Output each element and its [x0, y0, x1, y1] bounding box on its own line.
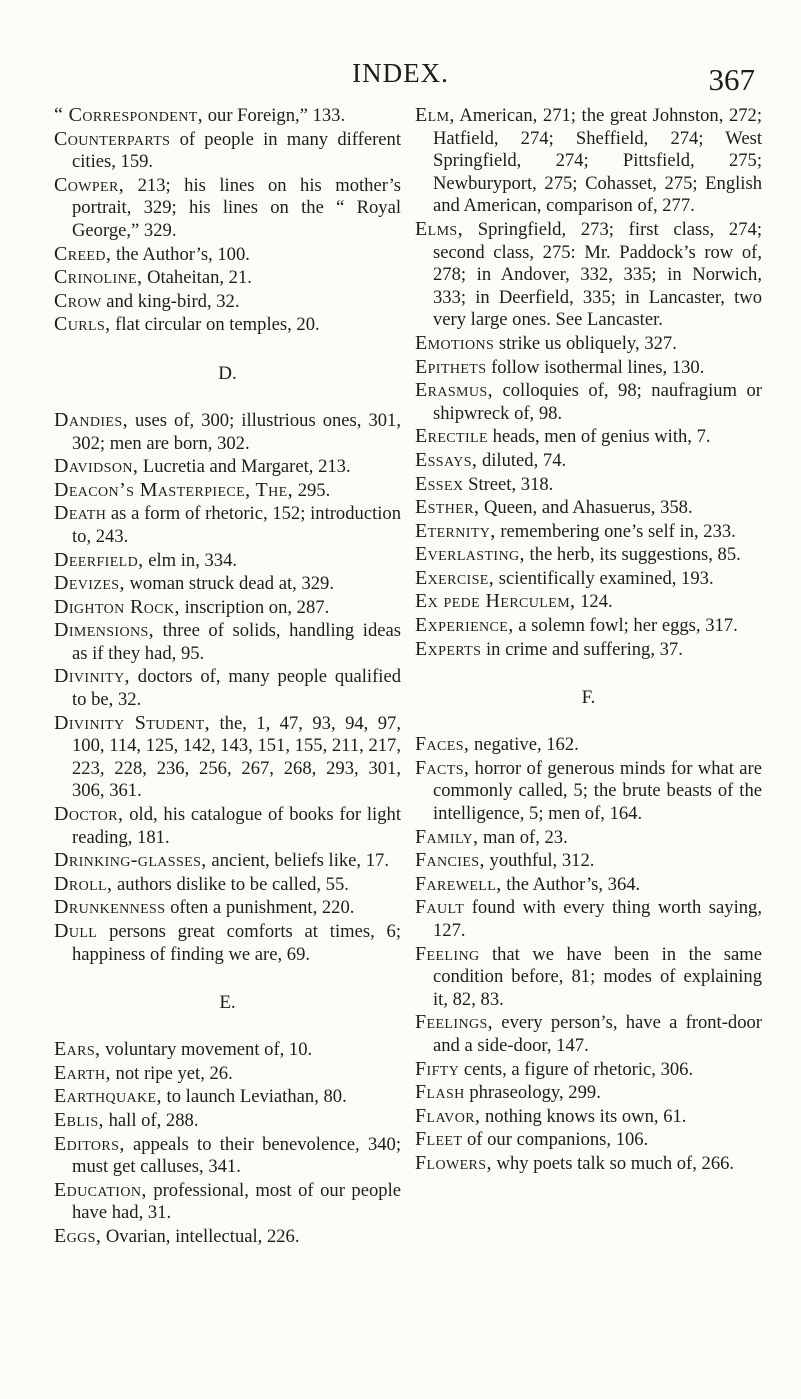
entry-text: found with every thing worth saying, 127. — [433, 897, 762, 941]
entry-text: colloquies of, 98; naufragium or shipwreck of, 98. — [433, 380, 762, 424]
entry-text: Queen, and Ahasuerus, 358. — [479, 497, 693, 519]
entry-text: inscription on, 287. — [179, 596, 330, 618]
entry-headword: Flowers, — [415, 1151, 492, 1174]
right-column — [415, 104, 762, 1176]
entry-text: as a form of rhetoric, 152; introduction to, 243. — [72, 503, 401, 547]
entry-headword: Eblis, — [54, 1108, 104, 1131]
entry-headword: Essays, — [415, 448, 478, 471]
entry-headword: Doctor, — [54, 803, 124, 826]
index-entry — [415, 473, 762, 497]
entry-headword: Dandies, — [54, 408, 128, 431]
index-entry — [415, 567, 762, 591]
entry-headword: Everlasting, — [415, 543, 525, 566]
entry-text: 295. — [293, 479, 331, 501]
index-entry — [415, 496, 762, 520]
index-entry — [415, 1058, 762, 1082]
entry-text: Ovarian, intellectual, 226. — [101, 1225, 300, 1247]
index-entry — [415, 638, 762, 662]
entry-headword: Davidson, — [54, 455, 139, 478]
entry-text: often a punishment, 220. — [165, 897, 355, 919]
entry-headword: Crinoline, — [54, 266, 143, 289]
entry-text: persons great comforts at times, 6; happiness of finding we are, 69. — [72, 921, 401, 965]
index-entry — [415, 757, 762, 826]
entry-headword: Editors, — [54, 1132, 125, 1155]
index-entry — [415, 379, 762, 425]
entry-headword: Death — [54, 502, 107, 525]
entry-text: appeals to their benevolence, 340; must get calluses, 341. — [72, 1133, 401, 1178]
entry-text: ancient, beliefs like, 17. — [206, 850, 389, 872]
entry-text: and king-bird, 32. — [101, 290, 240, 312]
entry-text: scientifically examined, 193. — [494, 567, 714, 589]
index-entry — [415, 826, 762, 850]
entry-headword: Droll, — [54, 872, 113, 895]
index-entry — [54, 920, 401, 966]
index-entry — [415, 1011, 762, 1057]
index-entry — [415, 873, 762, 897]
entry-text: the herb, its suggestions, 85. — [524, 544, 741, 566]
entry-text: our Foreign,” 133. — [203, 105, 346, 126]
running-head — [0, 58, 801, 98]
index-entry — [415, 733, 762, 757]
entry-text: to launch Leviathan, 80. — [161, 1086, 347, 1108]
index-entry — [54, 1109, 401, 1133]
entry-headword: Fifty — [415, 1057, 460, 1080]
entry-text: elm in, 334. — [143, 549, 238, 571]
index-entry — [415, 849, 762, 873]
index-entry — [415, 943, 762, 1012]
index-entry — [54, 1062, 401, 1086]
entry-headword: Ears, — [54, 1038, 101, 1061]
index-entry — [54, 1133, 401, 1179]
page-title: INDEX. — [352, 58, 449, 88]
entry-text: 213; his lines on his mother’s portrait, 329; his lines on the “ Royal George,” 329. — [72, 174, 401, 241]
entry-headword: Feeling — [415, 942, 480, 965]
entry-text: flat circular on temples, 20. — [110, 314, 320, 336]
entry-text: 124. — [575, 591, 613, 613]
entry-text: horror of generous minds for what are commonly called, 5; the brute beasts of the intelligence, 5; men of, 164. — [433, 757, 762, 825]
index-entry — [54, 1038, 401, 1062]
entry-headword: Creed, — [54, 242, 112, 265]
entry-text: the, 1, 47, 93, 94, 97, 100, 114, 125, 142, 143, 151, 155, 211, 217, 223, 228, 236, 256, 267, 268, 293, 301, 306, 361. — [72, 712, 401, 802]
entry-headword: Epithets — [415, 355, 487, 378]
entry-headword: Family, — [415, 825, 479, 848]
entry-text: old, his catalogue of books for light reading, 181. — [72, 804, 401, 848]
entry-headword: Education, — [54, 1178, 147, 1201]
entry-headword: Divinity, — [54, 665, 130, 688]
index-entry — [54, 572, 401, 596]
entry-text: nothing knows its own, 61. — [480, 1105, 687, 1127]
entry-headword: Deerfield, — [54, 548, 144, 571]
index-entry — [54, 409, 401, 455]
left-column — [54, 104, 401, 1249]
entry-text: woman struck dead at, 329. — [124, 573, 334, 595]
index-entry — [415, 332, 762, 356]
index-entry — [54, 174, 401, 243]
index-entry — [415, 590, 762, 614]
entry-text: hall of, 288. — [103, 1109, 199, 1131]
index-entry — [54, 290, 401, 314]
entry-text: professional, most of our people have had, 31. — [72, 1179, 401, 1224]
index-entry — [54, 243, 401, 267]
entry-headword: Dighton Rock, — [54, 595, 180, 618]
entry-text: Springfield, 273; first class, 274; second class, 275: Mr. Paddock’s row of, 278; in Andover, 332, 335; in Norwich, 333; in Deerfield, 335; in Lancaster, two very large ones. See Lancaster. — [433, 218, 762, 331]
index-entry — [415, 425, 762, 449]
entry-headword: Eggs, — [54, 1224, 102, 1247]
entry-text: not ripe yet, 26. — [110, 1062, 233, 1084]
entry-headword: Elm, — [415, 104, 455, 126]
index-entry — [54, 873, 401, 897]
index-entry — [415, 1128, 762, 1152]
entry-headword: “ Correspondent, — [54, 104, 204, 126]
entry-headword: Divinity Student, — [54, 711, 211, 734]
entry-headword: Drunkenness — [54, 896, 166, 919]
entry-text: doctors of, many people qualified to be, 32. — [72, 666, 401, 711]
index-entry — [415, 520, 762, 544]
entry-text: why poets talk so much of, 266. — [491, 1152, 735, 1174]
entry-headword: Facts, — [415, 756, 470, 779]
entry-headword: Fault — [415, 896, 465, 919]
index-entry — [415, 218, 762, 332]
entry-text: the Author’s, 100. — [111, 243, 250, 265]
entry-headword: Ex pede Herculem, — [415, 590, 576, 613]
entry-headword: Faces, — [415, 733, 470, 756]
entry-headword: Earthquake, — [54, 1085, 162, 1108]
entry-headword: Experts — [415, 637, 482, 660]
entry-headword: Drinking-glasses, — [54, 849, 207, 872]
index-entry — [415, 896, 762, 942]
entry-text: Otaheitan, 21. — [142, 267, 252, 289]
entry-headword: Cowper, — [54, 173, 125, 196]
entry-headword: Elms, — [415, 217, 464, 240]
entry-text: uses of, 300; illustrious ones, 301, 302; men are born, 302. — [72, 409, 401, 454]
index-entry — [415, 104, 762, 218]
entry-headword: Flavor, — [415, 1104, 481, 1127]
index-entry — [415, 614, 762, 638]
index-entry — [415, 356, 762, 380]
index-entry — [54, 803, 401, 849]
entry-headword: Fancies, — [415, 849, 485, 872]
index-entry — [415, 449, 762, 473]
index-entry — [54, 479, 401, 503]
entry-text: American, 271; the great Johnston, 272; Hatfield, 274; Sheffield, 274; West Springfield, 274; Pittsfield, 275; Newburyport, 275; Cohasset, 275; English and American, comparison of, 277. — [433, 105, 762, 217]
index-entry — [415, 1081, 762, 1105]
entry-headword: Earth, — [54, 1061, 111, 1084]
entry-text: remembering one’s self in, 233. — [495, 520, 736, 542]
entry-text: that we have been in the same condition before, 81; modes of explaining it, 82, 83. — [433, 943, 762, 1010]
entry-headword: Crow — [54, 289, 102, 312]
index-entry — [54, 128, 401, 174]
entry-headword: Experience, — [415, 614, 514, 637]
entry-headword: Exercise, — [415, 566, 495, 589]
index-entry — [54, 1085, 401, 1109]
entry-text: man of, 23. — [478, 826, 568, 848]
index-entry — [54, 266, 401, 290]
entry-text: cents, a figure of rhetoric, 306. — [459, 1058, 694, 1080]
index-entry — [415, 1105, 762, 1129]
index-entry — [54, 104, 401, 128]
entry-text: follow isothermal lines, 130. — [486, 356, 705, 378]
section-letter: F. — [581, 687, 596, 709]
index-entry — [54, 455, 401, 479]
entry-headword: Dull — [54, 920, 98, 942]
entry-text: of people in many different cities, 159. — [72, 128, 401, 173]
index-entry — [54, 313, 401, 337]
entry-text: the Author’s, 364. — [501, 873, 641, 895]
entry-headword: Eternity, — [415, 519, 496, 542]
index-entry — [415, 543, 762, 567]
entry-text: heads, men of genius with, 7. — [487, 426, 711, 448]
index-entry — [54, 665, 401, 711]
index-entry — [54, 502, 401, 548]
index-entry — [54, 1179, 401, 1225]
entry-headword: Curls, — [54, 313, 111, 336]
index-entry — [54, 712, 401, 803]
entry-text: of our companions, 106. — [462, 1129, 649, 1151]
index-entry — [54, 1225, 401, 1249]
section-letter: D. — [218, 362, 237, 384]
entry-headword: Essex — [415, 472, 464, 495]
index-entry — [54, 619, 401, 665]
index-entry — [54, 849, 401, 873]
entry-text: phraseology, 299. — [464, 1082, 601, 1104]
index-entry — [54, 549, 401, 573]
entry-headword: Deacon’s Masterpiece, The, — [54, 478, 294, 501]
entry-text: authors dislike to be called, 55. — [112, 873, 349, 895]
entry-text: a solemn fowl; her eggs, 317. — [513, 615, 738, 637]
entry-headword: Feelings, — [415, 1011, 494, 1034]
entry-text: three of solids, handling ideas as if they had, 95. — [72, 620, 401, 664]
index-entry — [54, 596, 401, 620]
entry-text: voluntary movement of, 10. — [100, 1039, 313, 1061]
entry-headword: Devizes, — [54, 572, 125, 595]
index-entry — [415, 1152, 762, 1176]
entry-text: diluted, 74. — [477, 449, 567, 471]
entry-headword: Esther, — [415, 496, 480, 519]
entry-headword: Flash — [415, 1081, 465, 1104]
entry-headword: Counterparts — [54, 127, 171, 150]
entry-text: Lucretia and Margaret, 213. — [138, 456, 351, 478]
entry-text: negative, 162. — [469, 734, 579, 756]
entry-text: in crime and suffering, 37. — [481, 638, 683, 660]
entry-headword: Emotions — [415, 331, 495, 354]
index-entry — [54, 896, 401, 920]
entry-text: every person’s, have a front-door and a side-door, 147. — [433, 1012, 762, 1056]
entry-headword: Dimensions, — [54, 619, 155, 642]
entry-headword: Erasmus, — [415, 379, 493, 402]
entry-text: strike us obliquely, 327. — [494, 332, 677, 354]
entry-headword: Farewell, — [415, 872, 502, 895]
entry-text: youthful, 312. — [484, 850, 595, 872]
page-number: 367 — [708, 62, 755, 97]
entry-text: Street, 318. — [463, 473, 554, 495]
entry-headword: Fleet — [415, 1128, 463, 1151]
entry-headword: Erectile — [415, 425, 488, 448]
section-letter: E. — [219, 992, 236, 1014]
